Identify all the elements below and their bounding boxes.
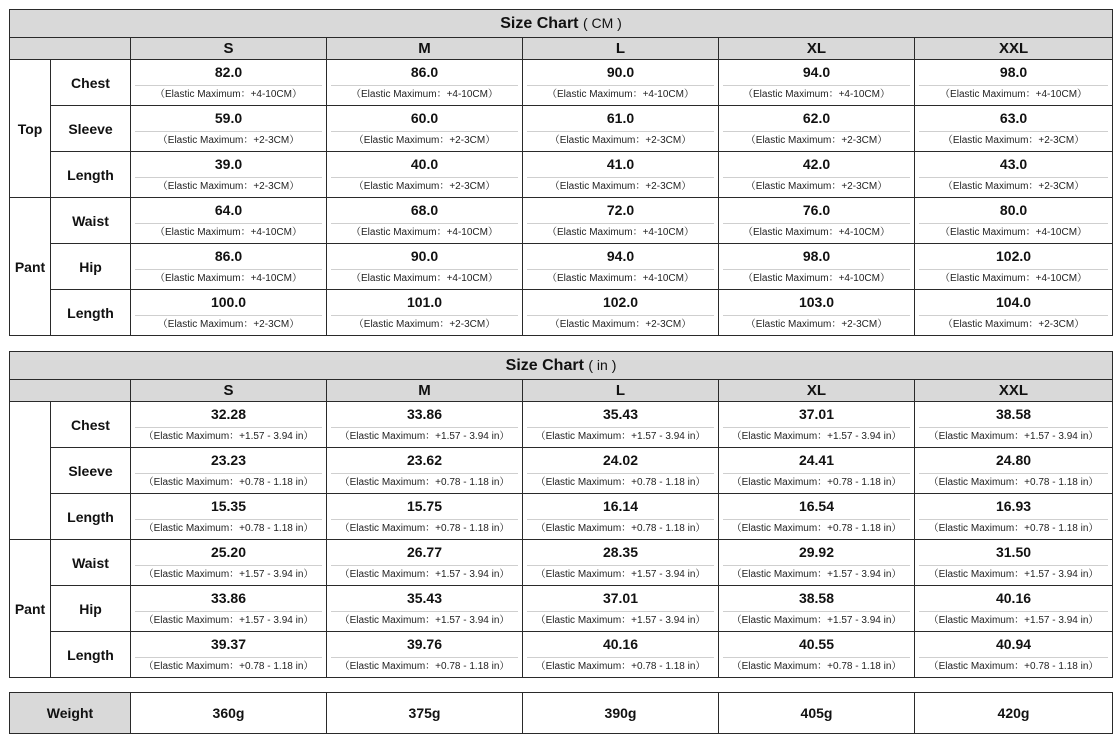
elastic-note-cell [131,222,327,244]
measure-value: 39.0 [131,152,327,177]
measure-value-row [10,106,1113,131]
measure-value: 86.0 [327,60,523,85]
elastic-note: （Elastic Maximum：+2-3CM） [527,131,714,150]
size-header-m: M [327,38,523,60]
group-label: Pant [10,540,51,678]
measure-value: 98.0 [915,60,1113,85]
measure-value: 23.62 [327,448,523,473]
measure-value: 102.0 [523,290,719,315]
elastic-note: （Elastic Maximum：+2-3CM） [723,177,910,196]
elastic-note: （Elastic Maximum：+4-10CM） [331,269,518,288]
measure-value: 94.0 [719,60,915,85]
measure-value: 103.0 [719,290,915,315]
elastic-note: （Elastic Maximum：+2-3CM） [135,315,322,334]
elastic-note-cell [131,518,327,540]
elastic-note-cell [915,314,1113,336]
measure-value-row [10,244,1113,269]
elastic-note-cell [523,268,719,290]
measure-value-row [10,586,1113,611]
measure-value: 60.0 [327,106,523,131]
elastic-note: （Elastic Maximum：+4-10CM） [527,85,714,104]
elastic-note: （Elastic Maximum：+1.57 - 3.94 in） [527,427,714,446]
measure-value: 72.0 [523,198,719,223]
measure-label: Hip [51,586,131,632]
weight-value: 360g [131,693,327,734]
elastic-note: （Elastic Maximum：+4-10CM） [331,223,518,242]
weight-row [10,693,1113,734]
measure-label: Sleeve [51,448,131,494]
table-title [10,352,1113,380]
elastic-note: （Elastic Maximum：+1.57 - 3.94 in） [135,427,322,446]
measure-value: 101.0 [327,290,523,315]
elastic-note: （Elastic Maximum：+0.78 - 1.18 in） [527,519,714,538]
size-header-m: M [327,380,523,402]
elastic-note-cell [719,472,915,494]
elastic-note-cell [523,426,719,448]
elastic-note-cell [719,268,915,290]
measure-value: 28.35 [523,540,719,565]
elastic-note-row [10,610,1113,632]
elastic-note: （Elastic Maximum：+4-10CM） [527,269,714,288]
measure-value-row [10,448,1113,473]
elastic-note: （Elastic Maximum：+2-3CM） [527,315,714,334]
elastic-note: （Elastic Maximum：+1.57 - 3.94 in） [919,565,1108,584]
elastic-note: （Elastic Maximum：+0.78 - 1.18 in） [527,657,714,676]
elastic-note-cell [327,656,523,678]
measure-value: 100.0 [131,290,327,315]
measure-value: 38.58 [915,402,1113,427]
measure-value: 80.0 [915,198,1113,223]
measure-label: Waist [51,198,131,244]
elastic-note: （Elastic Maximum：+4-10CM） [919,85,1108,104]
elastic-note-cell [719,656,915,678]
measure-label: Sleeve [51,106,131,152]
elastic-note-cell [915,472,1113,494]
measure-value-row [10,402,1113,427]
measure-value-row [10,198,1113,223]
weight-value: 420g [915,693,1113,734]
size-header-xl: XL [719,38,915,60]
elastic-note-cell [915,610,1113,632]
title-text: Size Chart [500,14,579,32]
size-header-row [10,380,1113,402]
header-corner [10,380,131,402]
measure-value: 35.43 [327,586,523,611]
measure-label: Length [51,632,131,678]
elastic-note: （Elastic Maximum：+0.78 - 1.18 in） [331,519,518,538]
elastic-note: （Elastic Maximum：+1.57 - 3.94 in） [919,611,1108,630]
group-label: Pant [10,198,51,336]
elastic-note-cell [327,130,523,152]
measure-label: Waist [51,540,131,586]
measure-label: Chest [51,60,131,106]
measure-value: 26.77 [327,540,523,565]
elastic-note-cell [131,84,327,106]
measure-value: 42.0 [719,152,915,177]
size-header-s: S [131,38,327,60]
elastic-note-row [10,564,1113,586]
title-unit: ( in ) [588,356,617,373]
size-header-xl: XL [719,380,915,402]
measure-value: 35.43 [523,402,719,427]
elastic-note-row [10,472,1113,494]
measure-value: 86.0 [131,244,327,269]
elastic-note-cell [327,610,523,632]
elastic-note-cell [327,564,523,586]
weight-label: Weight [10,693,131,734]
measure-value: 43.0 [915,152,1113,177]
measure-value: 90.0 [327,244,523,269]
elastic-note: （Elastic Maximum：+4-10CM） [135,223,322,242]
elastic-note-row [10,222,1113,244]
elastic-note-row [10,130,1113,152]
measure-label: Length [51,494,131,540]
elastic-note-row [10,268,1113,290]
measure-value: 59.0 [131,106,327,131]
measure-value: 24.41 [719,448,915,473]
elastic-note: （Elastic Maximum：+1.57 - 3.94 in） [135,565,322,584]
elastic-note-row [10,84,1113,106]
elastic-note: （Elastic Maximum：+2-3CM） [919,315,1108,334]
measure-value: 16.14 [523,494,719,519]
header-corner [10,38,131,60]
measure-value: 61.0 [523,106,719,131]
elastic-note: （Elastic Maximum：+0.78 - 1.18 in） [135,657,322,676]
elastic-note-cell [523,564,719,586]
elastic-note-cell [327,426,523,448]
elastic-note-cell [523,314,719,336]
elastic-note: （Elastic Maximum：+4-10CM） [723,85,910,104]
measure-label: Length [51,290,131,336]
title-unit: ( CM ) [582,14,622,31]
elastic-note-cell [719,518,915,540]
measure-value-row [10,632,1113,657]
size-header-s: S [131,380,327,402]
measure-value: 37.01 [719,402,915,427]
measure-value: 29.92 [719,540,915,565]
title-text: Size Chart [505,356,584,374]
elastic-note-cell [131,130,327,152]
measure-value: 37.01 [523,586,719,611]
measure-value-row [10,540,1113,565]
elastic-note-cell [131,314,327,336]
elastic-note: （Elastic Maximum：+1.57 - 3.94 in） [135,611,322,630]
size-chart-cm-table [9,9,1113,336]
elastic-note-cell [131,176,327,198]
elastic-note: （Elastic Maximum：+2-3CM） [723,315,910,334]
elastic-note: （Elastic Maximum：+0.78 - 1.18 in） [919,657,1108,676]
elastic-note-cell [523,176,719,198]
elastic-note-cell [131,426,327,448]
size-header-row [10,38,1113,60]
measure-value: 62.0 [719,106,915,131]
elastic-note-row [10,426,1113,448]
size-header-l: L [523,38,719,60]
elastic-note: （Elastic Maximum：+4-10CM） [135,85,322,104]
elastic-note-cell [327,268,523,290]
elastic-note-cell [915,268,1113,290]
elastic-note-cell [915,564,1113,586]
elastic-note-cell [327,472,523,494]
measure-value: 40.55 [719,632,915,657]
elastic-note: （Elastic Maximum：+1.57 - 3.94 in） [723,565,910,584]
elastic-note-cell [523,130,719,152]
size-header-xxl: XXL [915,380,1113,402]
table-title [10,10,1113,38]
measure-value: 40.16 [523,632,719,657]
weight-value: 405g [719,693,915,734]
elastic-note-row [10,176,1113,198]
elastic-note-cell [523,84,719,106]
measure-value: 39.76 [327,632,523,657]
group-label [10,402,51,540]
elastic-note: （Elastic Maximum：+0.78 - 1.18 in） [135,519,322,538]
elastic-note: （Elastic Maximum：+1.57 - 3.94 in） [723,427,910,446]
elastic-note: （Elastic Maximum：+0.78 - 1.18 in） [527,473,714,492]
measure-value: 98.0 [719,244,915,269]
measure-value: 40.94 [915,632,1113,657]
elastic-note: （Elastic Maximum：+1.57 - 3.94 in） [527,611,714,630]
elastic-note: （Elastic Maximum：+1.57 - 3.94 in） [331,565,518,584]
measure-value: 76.0 [719,198,915,223]
elastic-note-cell [131,564,327,586]
elastic-note: （Elastic Maximum：+2-3CM） [919,131,1108,150]
elastic-note-cell [131,472,327,494]
size-chart-inch-table [9,351,1113,678]
elastic-note-cell [327,176,523,198]
measure-value: 32.28 [131,402,327,427]
elastic-note: （Elastic Maximum：+2-3CM） [331,315,518,334]
elastic-note-cell [523,472,719,494]
measure-label: Chest [51,402,131,448]
elastic-note: （Elastic Maximum：+4-10CM） [135,269,322,288]
measure-value: 90.0 [523,60,719,85]
measure-value: 31.50 [915,540,1113,565]
elastic-note-cell [915,176,1113,198]
group-label: Top [10,60,51,198]
elastic-note-cell [719,84,915,106]
measure-value: 16.54 [719,494,915,519]
weight-value: 375g [327,693,523,734]
elastic-note: （Elastic Maximum：+0.78 - 1.18 in） [723,657,910,676]
elastic-note: （Elastic Maximum：+0.78 - 1.18 in） [331,473,518,492]
measure-value: 39.37 [131,632,327,657]
elastic-note-cell [523,656,719,678]
measure-value-row [10,152,1113,177]
measure-value: 16.93 [915,494,1113,519]
measure-value: 15.35 [131,494,327,519]
elastic-note-row [10,314,1113,336]
elastic-note-cell [719,314,915,336]
size-header-l: L [523,380,719,402]
elastic-note: （Elastic Maximum：+2-3CM） [919,177,1108,196]
elastic-note-cell [915,426,1113,448]
measure-label: Hip [51,244,131,290]
measure-value: 15.75 [327,494,523,519]
measure-label: Length [51,152,131,198]
measure-value: 41.0 [523,152,719,177]
elastic-note-cell [915,130,1113,152]
elastic-note: （Elastic Maximum：+2-3CM） [331,177,518,196]
measure-value: 64.0 [131,198,327,223]
measure-value: 63.0 [915,106,1113,131]
elastic-note-cell [523,518,719,540]
elastic-note: （Elastic Maximum：+4-10CM） [723,223,910,242]
elastic-note: （Elastic Maximum：+1.57 - 3.94 in） [723,611,910,630]
measure-value: 25.20 [131,540,327,565]
measure-value: 38.58 [719,586,915,611]
measure-value: 40.16 [915,586,1113,611]
measure-value: 24.02 [523,448,719,473]
measure-value: 102.0 [915,244,1113,269]
elastic-note-cell [131,656,327,678]
elastic-note: （Elastic Maximum：+0.78 - 1.18 in） [919,473,1108,492]
measure-value: 24.80 [915,448,1113,473]
elastic-note-cell [719,176,915,198]
elastic-note: （Elastic Maximum：+0.78 - 1.18 in） [331,657,518,676]
elastic-note: （Elastic Maximum：+2-3CM） [723,131,910,150]
elastic-note-cell [523,610,719,632]
measure-value: 82.0 [131,60,327,85]
elastic-note-cell [719,564,915,586]
elastic-note-cell [327,518,523,540]
elastic-note-cell [719,130,915,152]
measure-value: 23.23 [131,448,327,473]
elastic-note-row [10,518,1113,540]
measure-value: 33.86 [131,586,327,611]
elastic-note: （Elastic Maximum：+2-3CM） [527,177,714,196]
elastic-note-cell [915,84,1113,106]
elastic-note: （Elastic Maximum：+0.78 - 1.18 in） [135,473,322,492]
elastic-note: （Elastic Maximum：+4-10CM） [919,223,1108,242]
elastic-note: （Elastic Maximum：+2-3CM） [331,131,518,150]
elastic-note-cell [719,222,915,244]
elastic-note: （Elastic Maximum：+4-10CM） [919,269,1108,288]
measure-value: 40.0 [327,152,523,177]
elastic-note: （Elastic Maximum：+4-10CM） [527,223,714,242]
elastic-note: （Elastic Maximum：+1.57 - 3.94 in） [331,611,518,630]
size-header-xxl: XXL [915,38,1113,60]
elastic-note-cell [915,518,1113,540]
measure-value: 33.86 [327,402,523,427]
elastic-note: （Elastic Maximum：+1.57 - 3.94 in） [331,427,518,446]
elastic-note-cell [719,610,915,632]
weight-value: 390g [523,693,719,734]
elastic-note-cell [719,426,915,448]
elastic-note-cell [523,222,719,244]
elastic-note-row [10,656,1113,678]
elastic-note-cell [327,222,523,244]
elastic-note-cell [131,610,327,632]
measure-value: 68.0 [327,198,523,223]
weight-table [9,692,1113,734]
elastic-note-cell [915,222,1113,244]
elastic-note: （Elastic Maximum：+4-10CM） [331,85,518,104]
elastic-note: （Elastic Maximum：+1.57 - 3.94 in） [527,565,714,584]
elastic-note: （Elastic Maximum：+2-3CM） [135,131,322,150]
measure-value-row [10,60,1113,85]
elastic-note: （Elastic Maximum：+4-10CM） [723,269,910,288]
elastic-note: （Elastic Maximum：+2-3CM） [135,177,322,196]
measure-value: 94.0 [523,244,719,269]
elastic-note-cell [915,656,1113,678]
elastic-note-cell [327,84,523,106]
elastic-note-cell [327,314,523,336]
elastic-note: （Elastic Maximum：+0.78 - 1.18 in） [723,519,910,538]
measure-value-row [10,494,1113,519]
elastic-note: （Elastic Maximum：+0.78 - 1.18 in） [723,473,910,492]
elastic-note: （Elastic Maximum：+1.57 - 3.94 in） [919,427,1108,446]
measure-value: 104.0 [915,290,1113,315]
elastic-note-cell [131,268,327,290]
elastic-note: （Elastic Maximum：+0.78 - 1.18 in） [919,519,1108,538]
measure-value-row [10,290,1113,315]
